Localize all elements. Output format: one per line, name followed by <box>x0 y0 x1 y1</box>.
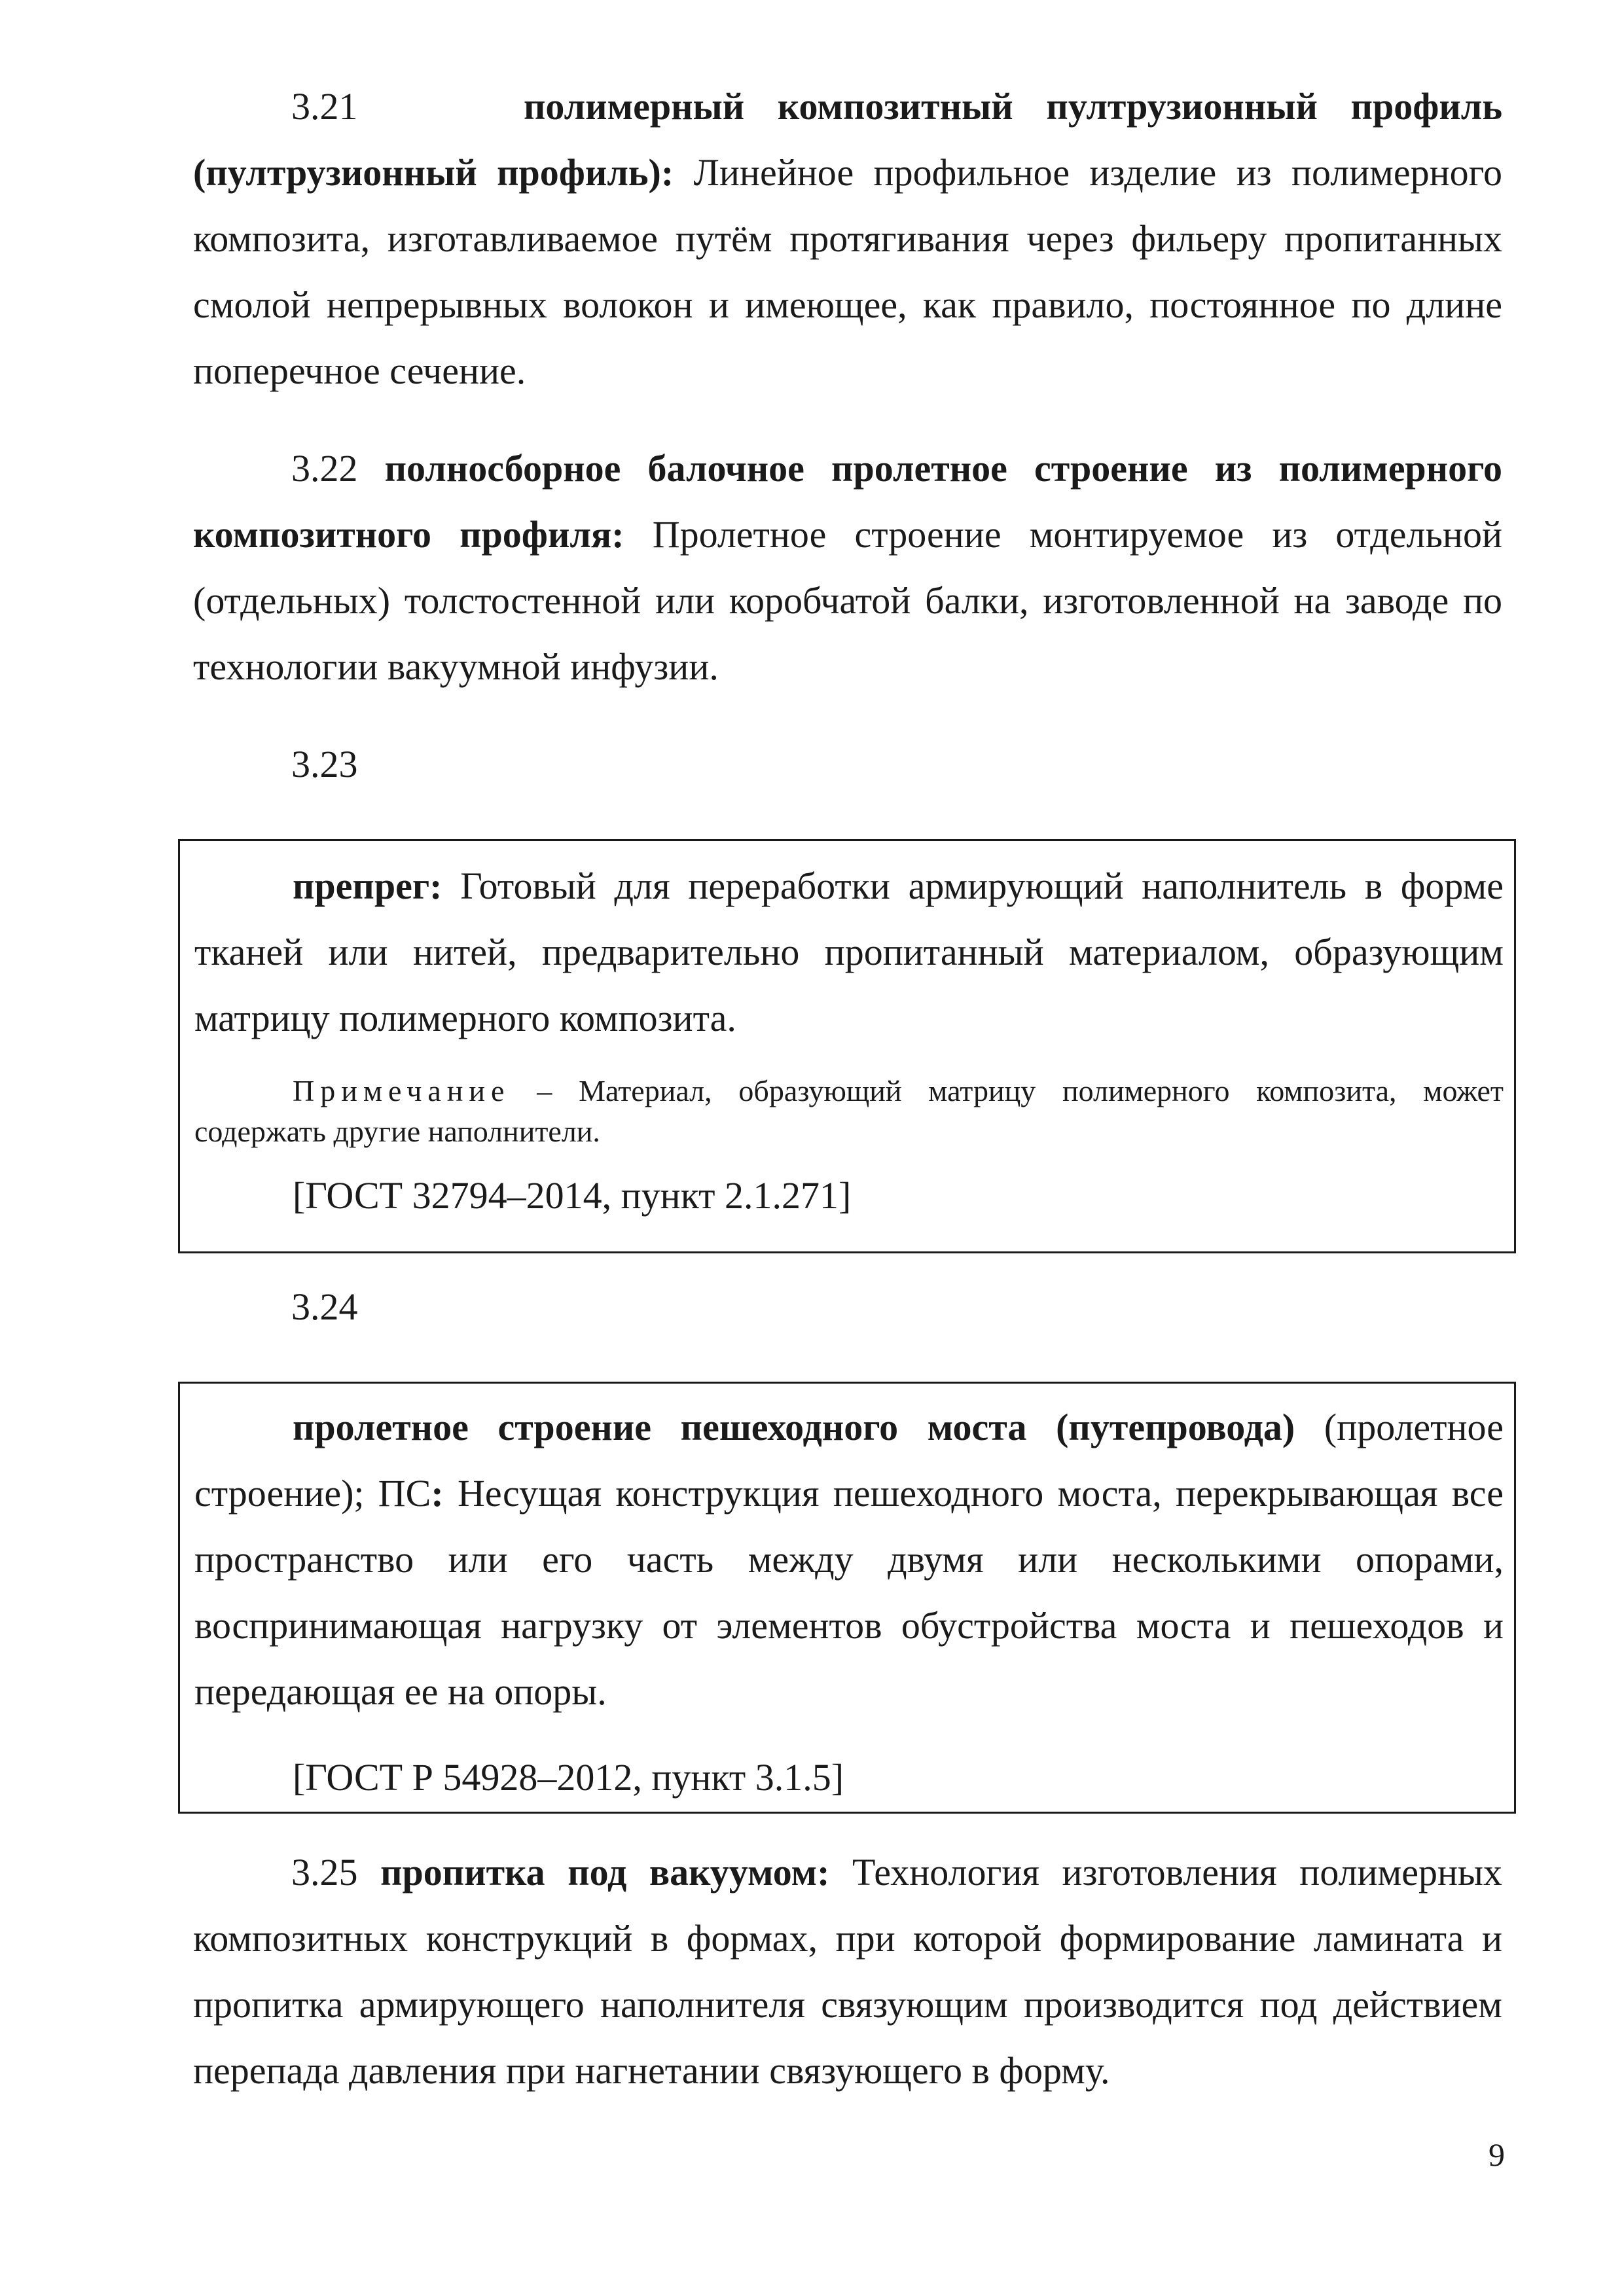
term-number: 3.22 <box>291 447 358 490</box>
term-definition: Технология изготовления полимерных композитных конструкций в формах, при которой формирование ламината и пропитка армирующего наполнителя связующим производится под действием перепада давления при нагнетании связующего в форму. <box>193 1851 1503 2092</box>
term-definition: Готовый для переработки армирующий наполнитель в форме тканей или нитей, предварительно пропитанный материалом, образующим матрицу полимерного композита. <box>194 865 1504 1039</box>
term-title: препрег: <box>293 865 442 907</box>
term-number: 3.23 <box>291 743 358 785</box>
term-3-23-paragraph <box>194 853 1504 1051</box>
term-number: 3.25 <box>291 1851 358 1893</box>
note-text: – Материал, образующий матрицу полимерного композита, может содержать другие наполнители. <box>194 1074 1504 1148</box>
term-3-24-number-line <box>193 1274 1502 1340</box>
term-title: пропитка под вакуумом: <box>380 1851 830 1893</box>
term-number: 3.21 <box>291 85 358 128</box>
term-3-24-box <box>178 1382 1516 1814</box>
term-title: полносборное балочное пролетное строение из полимерного композитного профиля: <box>193 447 1502 556</box>
page-number: 9 <box>1489 2136 1505 2173</box>
term-number: 3.24 <box>291 1285 358 1328</box>
term-3-23-box <box>178 839 1516 1253</box>
term-title: пролетное строение пешеходного моста (путепровода) <box>293 1406 1295 1448</box>
term-3-21 <box>193 73 1502 404</box>
term-3-25-paragraph <box>193 1839 1502 2104</box>
term-synonym: (пролетное строение); ПС <box>194 1406 1504 1515</box>
term-colon: : <box>431 1472 444 1515</box>
term-3-23-note <box>194 1071 1504 1152</box>
term-3-21-paragraph <box>193 73 1502 404</box>
term-3-23-content <box>194 853 1504 1229</box>
term-3-23-reference: [ГОСТ 32794–2014, пункт 2.1.271] <box>293 1174 852 1217</box>
term-3-24-reference: [ГОСТ Р 54928–2012, пункт 3.1.5] <box>293 1756 844 1799</box>
term-definition: Линейное профильное изделие из полимерного композита, изготавливаемое путём протягивания через фильеру пропитанных смолой непрерывных волокон и имеющее, как правило, постоянное по длине поперечное сечение. <box>193 151 1503 392</box>
term-3-23-number-line <box>193 731 1502 797</box>
term-3-22-paragraph <box>193 435 1502 700</box>
term-3-25 <box>193 1839 1502 2104</box>
term-3-24-content <box>194 1394 1504 1810</box>
term-title: полимерный композитный пултрузионный профиль (пултрузионный профиль): <box>193 85 1502 194</box>
note-label: Примечание <box>293 1074 511 1107</box>
term-definition: Несущая конструкция пешеходного моста, перекрывающая все пространство или его часть между двумя или несколькими опорами, воспринимающая нагрузку от элементов обустройства моста и пешеходов и передающая ее на опоры. <box>194 1472 1504 1713</box>
term-3-22 <box>193 435 1502 700</box>
term-definition: Пролетное строение монтируемое из отдельной (отдельных) толстостенной или коробчатой балки, изготовленной на заводе по технологии вакуумной инфузии. <box>193 513 1502 688</box>
term-3-24-paragraph <box>194 1394 1504 1725</box>
